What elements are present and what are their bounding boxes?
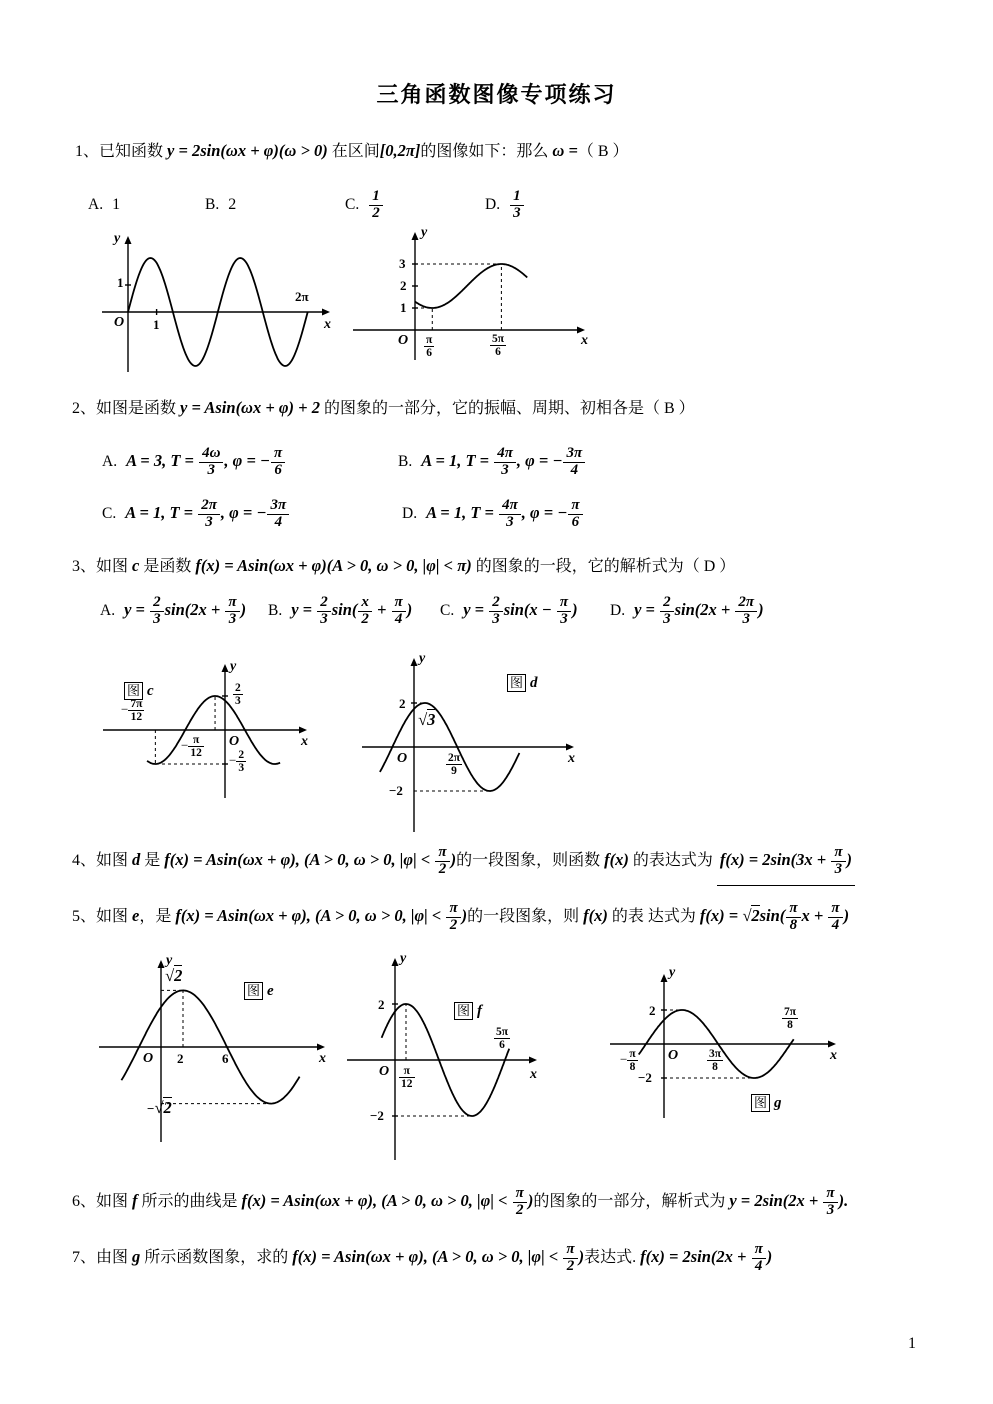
q1-option-d xyxy=(485,180,525,230)
y-tick-2: 2 xyxy=(400,278,407,293)
option-label: A. xyxy=(100,602,116,619)
x-tick-3pi-8: $\frac{3\pi}{8}$ xyxy=(709,1048,722,1074)
question-7: 7、由图 g 所示函数图象，求的 f(x) = Asin(ωx + φ), (A > 0, ω > 0, |φ| < $\frac{\pi}{2}$ )表达式. f(x) = 2sin(2x + $\frac{\pi}{4}$ ) xyxy=(72,1241,773,1274)
y-min-label: −√2 xyxy=(147,1098,172,1117)
option-value: A = 1, T = $\frac{4\pi}{3}$ , φ = − $\frac{\pi}{6}$ xyxy=(426,498,583,531)
option-value: $\frac{1}{2}$ xyxy=(368,189,384,222)
option-label: C. xyxy=(345,196,360,213)
y-axis-label: y xyxy=(421,225,428,240)
y-min-label: −2 xyxy=(638,1070,652,1085)
origin-label: O xyxy=(668,1048,679,1063)
option-label: C. xyxy=(102,505,117,522)
q2-option-c xyxy=(102,489,290,539)
x-tick-5pi-6: $\frac{5\pi}{6}$ xyxy=(496,1026,509,1052)
q2-option-d xyxy=(402,489,584,539)
x-tick-label: 1 xyxy=(153,317,160,332)
option-label: D. xyxy=(402,505,418,522)
option-label: A. xyxy=(102,453,118,470)
q1-option-a xyxy=(88,180,120,230)
option-label: D. xyxy=(610,602,626,619)
q2-option-b xyxy=(398,437,586,487)
q3-option-d xyxy=(610,586,764,636)
x-min-label: − $\frac{7\pi}{12}$ xyxy=(121,698,143,724)
figure-d-label: 图 d xyxy=(502,672,543,694)
y-axis-label: y xyxy=(400,951,407,966)
question-4: 4、如图 d 是 f(x) = Asin(ωx + φ), (A > 0, ω > 0, |φ| < $\frac{\pi}{2}$ )的一段图象，则函数 f(x) 的表达式为 f(x) = 2sin(3x + $\frac{\pi}{3}$ ) xyxy=(72,845,855,886)
figure-c-label: 图 c xyxy=(119,680,159,702)
q1-option-b xyxy=(205,180,236,230)
x-axis-label: x xyxy=(301,734,308,749)
figure-e xyxy=(93,952,333,1147)
option-value: $\frac{1}{3}$ xyxy=(509,189,525,222)
option-label: A. xyxy=(88,196,104,213)
q3-option-a xyxy=(100,586,246,636)
x-axis-label: x xyxy=(319,1051,326,1066)
q2-option-a xyxy=(102,437,286,487)
option-value: y = $\frac{2}{3}$ sin( $\frac{x}{2}$ + $\frac{\pi}{4}$ ) xyxy=(291,593,413,627)
x-axis-label: x xyxy=(830,1048,837,1063)
y-axis-label: y xyxy=(669,965,676,980)
option-value: A = 1, T = $\frac{2\pi}{3}$ , φ = − $\frac{3\pi}{4}$ xyxy=(125,498,290,531)
option-value: A = 1, T = $\frac{4\pi}{3}$ , φ = − $\frac{3\pi}{4}$ xyxy=(421,446,586,479)
x-axis-label: x xyxy=(530,1067,537,1082)
option-value: 2 xyxy=(228,196,237,213)
y-max-label: 2 xyxy=(378,997,385,1012)
y-min-label: − $\frac{2}{3}$ xyxy=(229,749,245,775)
x-axis-label: x xyxy=(324,317,331,332)
option-label: D. xyxy=(485,196,501,213)
figure-e-label: 图 e xyxy=(239,980,279,1002)
option-label: C. xyxy=(440,602,455,619)
figure-f xyxy=(343,950,543,1165)
y-min-label: −2 xyxy=(370,1108,384,1123)
figure-g-label: 图 g xyxy=(746,1092,787,1114)
figure-g xyxy=(606,966,841,1131)
x-tick-2: 2 xyxy=(177,1051,184,1066)
y-axis-label: y xyxy=(166,953,173,968)
figure-c xyxy=(95,658,320,803)
question-1: 1、已知函数 y = 2sin(ωx + φ)(ω > 0) 在区间[0,2π]的图像如下：那么 ω =（ B ） xyxy=(75,141,629,160)
option-label: B. xyxy=(268,602,283,619)
origin-label: O xyxy=(143,1051,154,1066)
graph-q1-left xyxy=(98,230,338,380)
x-tick-pi-6: $\frac{\pi}{6}$ xyxy=(426,334,433,360)
option-label: B. xyxy=(398,453,413,470)
origin-label: O xyxy=(397,751,408,766)
origin-label: O xyxy=(114,315,125,330)
y-axis-label: y xyxy=(114,231,121,246)
page-title: 三角函数图像专项练习 xyxy=(376,82,617,107)
origin-label: O xyxy=(229,734,240,749)
y-max-label: √2 xyxy=(165,966,183,985)
x-zero-label: $\frac{2\pi}{9}$ xyxy=(448,752,461,778)
origin-label: O xyxy=(398,333,409,348)
y-tick-label: 1 xyxy=(117,275,124,290)
figure-d xyxy=(356,652,581,837)
y-tick-1: 1 xyxy=(400,300,407,315)
option-value: A = 3, T = $\frac{4\omega}{3}$ , φ = − $\frac{\pi}{6}$ xyxy=(126,446,286,479)
x-tick-pi-12: $\frac{\pi}{12}$ xyxy=(401,1065,413,1091)
x-tick-neg-pi-8: − $\frac{\pi}{8}$ xyxy=(620,1048,636,1074)
y-axis-label: y xyxy=(419,651,426,666)
option-value: 1 xyxy=(112,196,121,213)
y-max-label: 2 xyxy=(649,1003,656,1018)
y-min-label: −2 xyxy=(389,783,403,798)
y-tick-3: 3 xyxy=(399,256,406,271)
q3-option-c xyxy=(440,586,578,636)
y-axis-label: y xyxy=(230,659,237,674)
option-value: y = $\frac{2}{3}$ sin(x − $\frac{\pi}{3}$ ) xyxy=(463,593,578,627)
graph-q1-right xyxy=(343,226,593,366)
x-tick-7pi-8: $\frac{7\pi}{8}$ xyxy=(784,1006,797,1032)
y-max-label: $\frac{2}{3}$ xyxy=(235,682,241,708)
question-5: 5、如图 e，是 f(x) = Asin(ωx + φ), (A > 0, ω > 0, |φ| < $\frac{\pi}{2}$ )的一段图象，则 f(x) 的表 达式为 f(x) = √2sin( $\frac{\pi}{8}$ x + $\frac{\pi}{4}$ ) xyxy=(72,900,850,933)
figure-f-label: 图 f xyxy=(449,1000,487,1022)
x-tick-6: 6 xyxy=(222,1051,229,1066)
x-axis-label: x xyxy=(581,333,588,348)
y-max-label: 2 xyxy=(399,696,406,711)
option-value: y = $\frac{2}{3}$ sin(2x + $\frac{2\pi}{3}$ ) xyxy=(634,593,764,627)
x-axis-label: x xyxy=(568,751,575,766)
x-end-label: 2π xyxy=(295,289,309,304)
x-tick-5pi-6: $\frac{5\pi}{6}$ xyxy=(492,333,505,359)
question-3: 3、如图 c 是函数 f(x) = Asin(ωx + φ)(A > 0, ω > 0, |φ| < π) 的图象的一段，它的解析式为（ D ） xyxy=(72,556,736,575)
option-label: B. xyxy=(205,196,220,213)
x-max-label: − $\frac{\pi}{12}$ xyxy=(181,734,202,760)
question-2: 2、如图是函数 y = Asin(ωx + φ) + 2 的图象的一部分，它的振幅、周期、初相各是（ B ） xyxy=(72,398,695,417)
y-intercept-label: √3 xyxy=(418,710,436,729)
question-6: 6、如图 f 所示的曲线是 f(x) = Asin(ωx + φ), (A > 0, ω > 0, |φ| < $\frac{\pi}{2}$ )的图象的一部分，解析式为 y = 2sin(2x + $\frac{\pi}{3}$ ). xyxy=(72,1185,849,1218)
option-value: y = $\frac{2}{3}$ sin(2x + $\frac{\pi}{3}$ ) xyxy=(124,593,247,627)
origin-label: O xyxy=(379,1064,390,1079)
page-number: 1 xyxy=(908,1335,916,1352)
q3-option-b xyxy=(268,586,412,636)
q1-option-c xyxy=(345,180,384,230)
